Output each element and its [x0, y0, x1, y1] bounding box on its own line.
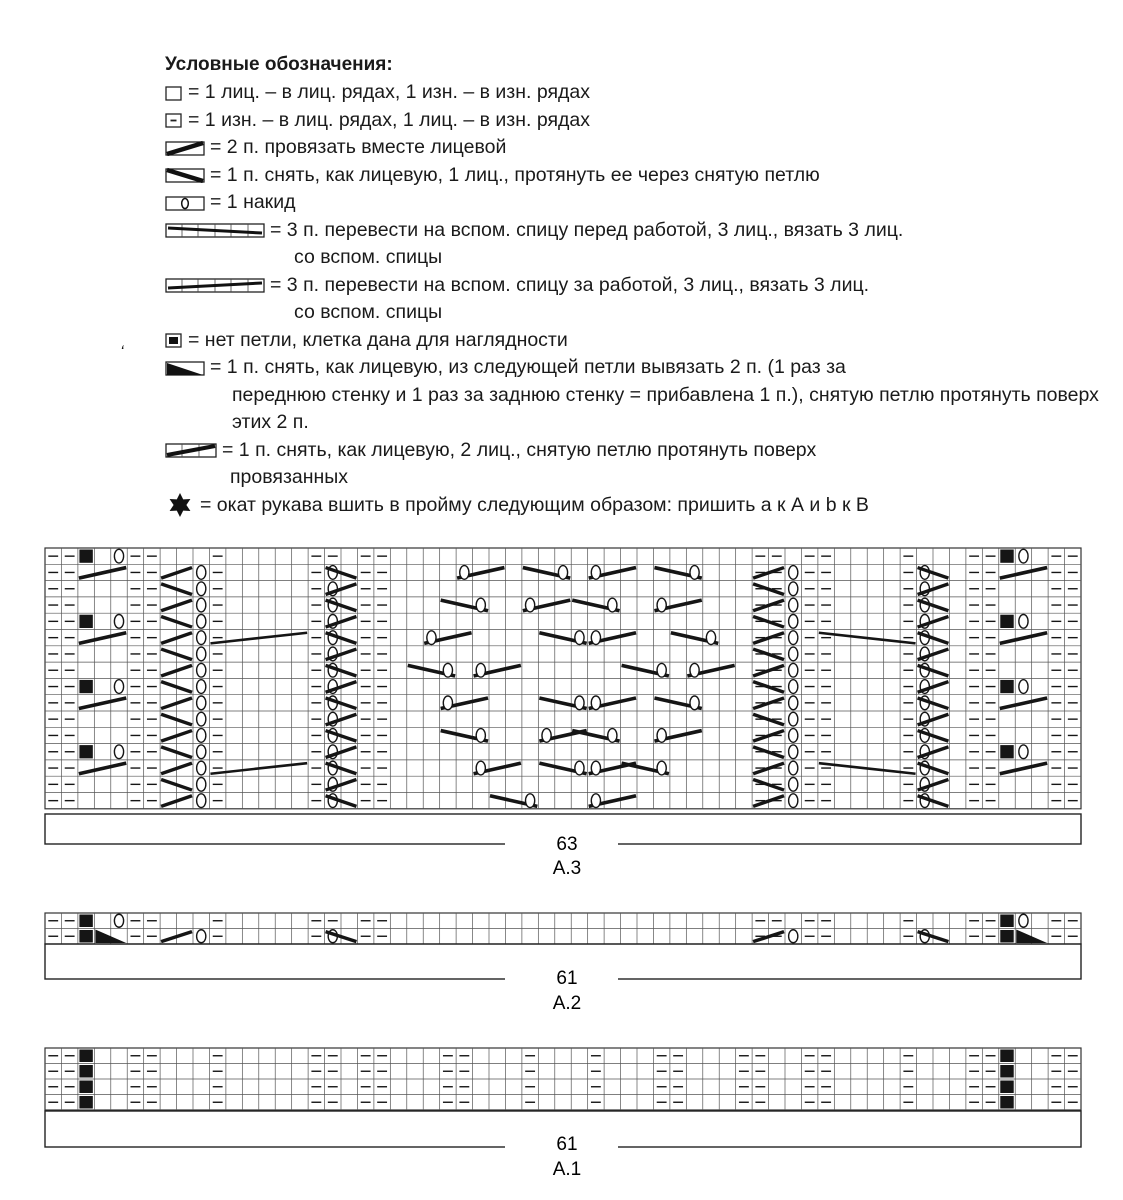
no-stitch-cell	[1000, 550, 1013, 563]
yarn-over-stitch	[591, 566, 600, 580]
legend-title: Условные обозначения:	[165, 54, 393, 75]
yarn-over-stitch	[476, 761, 485, 775]
yarn-over-stitch	[789, 631, 798, 645]
no-stitch-cell	[79, 1081, 92, 1094]
no-stitch-cell	[79, 680, 92, 693]
yarn-over-stitch	[789, 615, 798, 629]
yarn-over-stitch	[789, 566, 798, 580]
yarn-over-stitch	[789, 598, 798, 612]
yarn-over-stitch	[789, 729, 798, 743]
yarn-over-stitch	[789, 778, 798, 792]
legend-item-text: = 1 п. снять, как лицевую, 2 лиц., снятую петлю протянуть поверх	[222, 438, 817, 461]
yarn-over-stitch	[197, 794, 206, 808]
legend-item-text: = 2 п. провязать вместе лицевой	[210, 136, 507, 158]
yarn-over-stitch	[197, 582, 206, 596]
yarn-over-stitch	[789, 745, 798, 759]
yarn-over-stitch	[476, 598, 485, 612]
no-stitch-cell	[79, 1065, 92, 1078]
yarn-over-stitch	[114, 914, 123, 927]
no-stitch-cell	[1000, 1050, 1013, 1063]
yarn-over-stitch	[591, 794, 600, 808]
yarn-over-stitch	[476, 663, 485, 677]
yarn-over-stitch	[197, 566, 206, 580]
no-stitch-cell	[1000, 915, 1013, 928]
chart-a3	[45, 548, 1081, 879]
chart-a1-label: A.1	[552, 1159, 582, 1180]
legend-item-text-cont: со вспом. спицы	[294, 301, 443, 323]
legend-item-text-cont: провязанных	[230, 466, 349, 488]
yarn-over-stitch	[197, 647, 206, 661]
yarn-over-stitch	[591, 631, 600, 645]
yarn-over-stitch	[197, 729, 206, 743]
chart-a2	[45, 913, 1081, 1014]
yarn-over-stitch	[789, 582, 798, 596]
no-stitch-cell	[79, 1096, 92, 1109]
no-stitch-cell	[79, 745, 92, 758]
yarn-over-stitch	[427, 631, 436, 645]
yarn-over-stitch	[608, 598, 617, 612]
chart-a2-grid	[45, 913, 1081, 944]
no-stitch-cell	[1000, 1081, 1013, 1094]
yarn-over-stitch	[197, 761, 206, 775]
legend-item-text: = 1 п. снять, как лицевую, из следующей петли вывязать 2 п. (1 раз за	[210, 356, 846, 378]
legend-item-text: = 3 п. перевести на вспом. спицу за работой, 3 лиц., вязать 3 лиц.	[270, 273, 870, 296]
no-stitch-cell	[1000, 680, 1013, 693]
yarn-over-stitch	[1019, 914, 1028, 927]
yarn-over-stitch	[197, 696, 206, 710]
no-stitch-cell	[1000, 1096, 1013, 1109]
yarn-over-stitch	[789, 696, 798, 710]
yarn-over-stitch	[789, 663, 798, 677]
yarn-over-stitch	[608, 729, 617, 743]
legend-item-text: = 3 п. перевести на вспом. спицу перед работой, 3 лиц., вязать 3 лиц.	[270, 218, 904, 241]
yarn-over-stitch	[789, 794, 798, 808]
yarn-over-stitch	[591, 696, 600, 710]
legend-item-text: = 1 накид	[210, 191, 296, 213]
legend-item-text-cont: переднюю стенку и 1 раз за заднюю стенку = прибавлена 1 п.), снятую петлю протянуть поверх этих 2 п.	[232, 383, 1099, 433]
stray-mark: ʻ	[120, 344, 124, 361]
yarn-over-stitch	[789, 680, 798, 694]
yarn-over-stitch	[197, 631, 206, 645]
yarn-over-stitch	[1019, 745, 1028, 759]
no-stitch-cell	[1000, 930, 1013, 943]
yarn-over-stitch	[197, 680, 206, 694]
yarn-over-stitch	[542, 729, 551, 743]
yarn-over-stitch	[460, 566, 469, 580]
no-stitch-cell	[79, 550, 92, 563]
yarn-over-stitch	[591, 761, 600, 775]
yarn-over-stitch	[789, 930, 798, 943]
yarn-over-stitch	[1019, 549, 1028, 563]
yarn-over-stitch	[575, 696, 584, 710]
chart-a1-stitch-count: 61	[556, 1134, 578, 1155]
yarn-over-stitch	[197, 663, 206, 677]
yarn-over-stitch	[476, 729, 485, 743]
chart-a2-stitch-count: 61	[556, 968, 578, 989]
legend-item-text: = 1 лиц. – в лиц. рядах, 1 изн. – в изн. рядах	[188, 81, 590, 103]
no-stitch-cell	[1000, 1065, 1013, 1078]
yarn-over-stitch	[690, 566, 699, 580]
chart-a3-label: A.3	[552, 858, 582, 879]
yarn-over-stitch	[706, 631, 715, 645]
yarn-over-stitch	[789, 712, 798, 726]
yarn-over-stitch	[197, 598, 206, 612]
yarn-over-stitch	[443, 696, 452, 710]
yarn-over-stitch	[789, 761, 798, 775]
yarn-over-stitch	[526, 794, 535, 808]
chart-a2-label: A.2	[552, 993, 582, 1014]
yarn-over-stitch	[657, 598, 666, 612]
chart-a1-grid	[45, 1048, 1081, 1110]
yarn-over-stitch	[690, 696, 699, 710]
yarn-over-stitch	[197, 745, 206, 759]
yarn-over-stitch	[197, 930, 206, 943]
no-stitch-cell	[1000, 615, 1013, 628]
yarn-over-stitch	[526, 598, 535, 612]
yarn-over-stitch	[789, 647, 798, 661]
chart-a3-stitch-count: 63	[556, 834, 578, 855]
yarn-over-stitch	[197, 615, 206, 629]
chart-a1	[45, 1048, 1081, 1180]
yarn-over-stitch	[657, 729, 666, 743]
no-stitch-cell	[79, 1050, 92, 1063]
yarn-over-stitch	[558, 566, 567, 580]
legend-item-text: = 1 п. снять, как лицевую, 1 лиц., протянуть ее через снятую петлю	[210, 163, 820, 186]
legend-item-text: = 1 изн. – в лиц. рядах, 1 лиц. – в изн. рядах	[188, 108, 590, 131]
legend-item-text: = окат рукава вшить в пройму следующим образом: пришить а к А и b к В	[200, 493, 869, 516]
yarn-over-stitch	[443, 663, 452, 677]
yarn-over-stitch	[657, 761, 666, 775]
no-stitch-cell	[1000, 745, 1013, 758]
legend-item-text-cont: со вспом. спицы	[294, 246, 443, 268]
yarn-over-stitch	[1019, 680, 1028, 694]
no-stitch-cell	[79, 930, 92, 943]
yarn-over-stitch	[657, 663, 666, 677]
yarn-over-stitch	[1019, 615, 1028, 629]
no-stitch-cell	[79, 915, 92, 928]
yarn-over-stitch	[114, 549, 123, 563]
legend-item-text: = нет петли, клетка дана для наглядности	[188, 328, 568, 351]
yarn-over-stitch	[114, 680, 123, 694]
yarn-over-stitch	[575, 631, 584, 645]
yarn-over-stitch	[114, 615, 123, 629]
chart-a3-grid	[45, 548, 1081, 809]
yarn-over-stitch	[197, 712, 206, 726]
yarn-over-stitch	[114, 745, 123, 759]
no-stitch-cell	[79, 615, 92, 628]
yarn-over-stitch	[197, 778, 206, 792]
yarn-over-stitch	[575, 761, 584, 775]
yarn-over-stitch	[690, 663, 699, 677]
